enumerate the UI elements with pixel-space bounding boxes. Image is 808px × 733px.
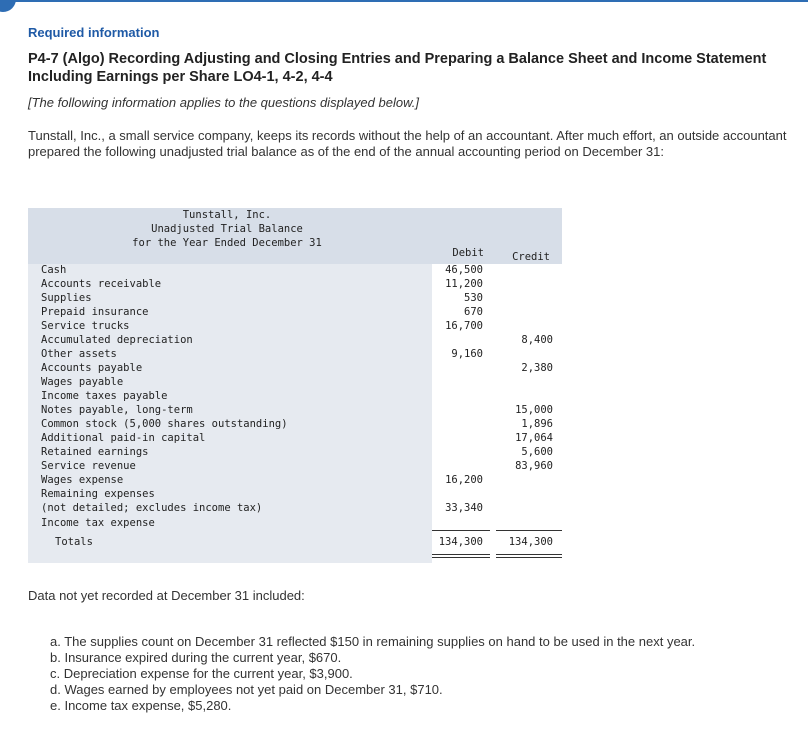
debit-header: Debit <box>452 247 484 259</box>
account-name: Prepaid insurance <box>41 306 149 318</box>
credit-value: 1,896 <box>521 418 553 430</box>
table-row <box>28 446 562 460</box>
data-not-recorded-note: Data not yet recorded at December 31 included: <box>28 588 305 603</box>
account-name: Supplies <box>41 292 92 304</box>
company-name: Tunstall, Inc. <box>182 209 272 221</box>
table-row <box>28 404 562 418</box>
table-row <box>28 376 562 390</box>
table-row <box>28 334 562 348</box>
table-row <box>28 460 562 474</box>
credit-value: 15,000 <box>515 404 553 416</box>
account-name: Accumulated depreciation <box>41 334 193 346</box>
debit-value: 16,200 <box>445 474 483 486</box>
account-name: Income tax expense <box>41 517 155 529</box>
account-name: Service trucks <box>41 320 130 332</box>
debit-value: 46,500 <box>445 264 483 276</box>
debit-value: 670 <box>464 306 483 318</box>
account-name: Notes payable, long-term <box>41 404 193 416</box>
debit-total-rule <box>432 530 490 531</box>
question-marker <box>0 0 16 12</box>
table-row <box>28 502 562 516</box>
debit-value: 11,200 <box>445 278 483 290</box>
debit-value: 530 <box>464 292 483 304</box>
list-item: a. The supplies count on December 31 reflected $150 in remaining supplies on hand to be used in the next year. <box>50 634 696 649</box>
table-row <box>28 278 562 292</box>
debit-total: 134,300 <box>438 536 483 548</box>
credit-value: 8,400 <box>521 334 553 346</box>
debit-value: 9,160 <box>451 348 483 360</box>
credit-value: 17,064 <box>515 432 553 444</box>
table-row <box>28 432 562 446</box>
account-name: Wages expense <box>41 474 124 486</box>
table-row <box>28 418 562 432</box>
table-row <box>28 292 562 306</box>
report-period: for the Year Ended December 31 <box>132 237 322 249</box>
account-name: Retained earnings <box>41 446 149 458</box>
table-row <box>28 517 562 531</box>
totals-row <box>28 536 562 550</box>
account-name: Wages payable <box>41 376 124 388</box>
credit-double-rule-2 <box>496 557 562 558</box>
table-row <box>28 320 562 334</box>
table-row <box>28 348 562 362</box>
table-row <box>28 264 562 278</box>
credit-header: Credit <box>512 251 550 263</box>
debit-value: 33,340 <box>445 502 483 514</box>
debit-double-rule-2 <box>432 557 490 558</box>
debit-double-rule-1 <box>432 554 490 555</box>
account-name: Common stock (5,000 shares outstanding) <box>41 418 288 430</box>
credit-double-rule-1 <box>496 554 562 555</box>
table-row <box>28 390 562 404</box>
top-rule <box>10 0 808 2</box>
credit-value: 5,600 <box>521 446 553 458</box>
applies-note: [The following information applies to the questions displayed below.] <box>28 95 419 110</box>
account-name: Other assets <box>41 348 117 360</box>
trial-balance-table <box>28 208 562 563</box>
intro-paragraph: Tunstall, Inc., a small service company, keeps its records without the help of an accountant. After much effort, an outside accountant prepared the following unadjusted trial balance as of the end of the annual accounting period on December 31: <box>28 128 787 159</box>
credit-value: 83,960 <box>515 460 553 472</box>
list-item: c. Depreciation expense for the current year, $3,900. <box>50 666 353 681</box>
account-name: Accounts payable <box>41 362 143 374</box>
totals-label: Totals <box>55 536 93 548</box>
account-name: Remaining expenses <box>41 488 155 500</box>
report-name: Unadjusted Trial Balance <box>151 223 303 235</box>
account-name: Accounts receivable <box>41 278 162 290</box>
credit-value: 2,380 <box>521 362 553 374</box>
table-row <box>28 362 562 376</box>
credit-total: 134,300 <box>508 536 553 548</box>
account-name: (not detailed; excludes income tax) <box>41 502 263 514</box>
adjustment-list <box>50 634 695 714</box>
account-name: Service revenue <box>41 460 136 472</box>
account-name: Income taxes payable <box>41 390 168 402</box>
account-name: Cash <box>41 264 67 276</box>
table-row <box>28 488 562 502</box>
list-item: d. Wages earned by employees not yet paid on December 31, $710. <box>50 682 443 697</box>
list-item: e. Income tax expense, $5,280. <box>50 698 232 713</box>
list-item: b. Insurance expired during the current year, $670. <box>50 650 342 665</box>
account-name: Additional paid-in capital <box>41 432 206 444</box>
credit-total-rule <box>496 530 562 531</box>
required-info-heading: Required information <box>28 25 160 40</box>
problem-title: P4-7 (Algo) Recording Adjusting and Closing Entries and Preparing a Balance Sheet and Income Statement Including Earnings per Share LO4-1, 4-2, 4-4 <box>28 51 767 85</box>
table-row <box>28 474 562 488</box>
debit-value: 16,700 <box>445 320 483 332</box>
table-row <box>28 306 562 320</box>
